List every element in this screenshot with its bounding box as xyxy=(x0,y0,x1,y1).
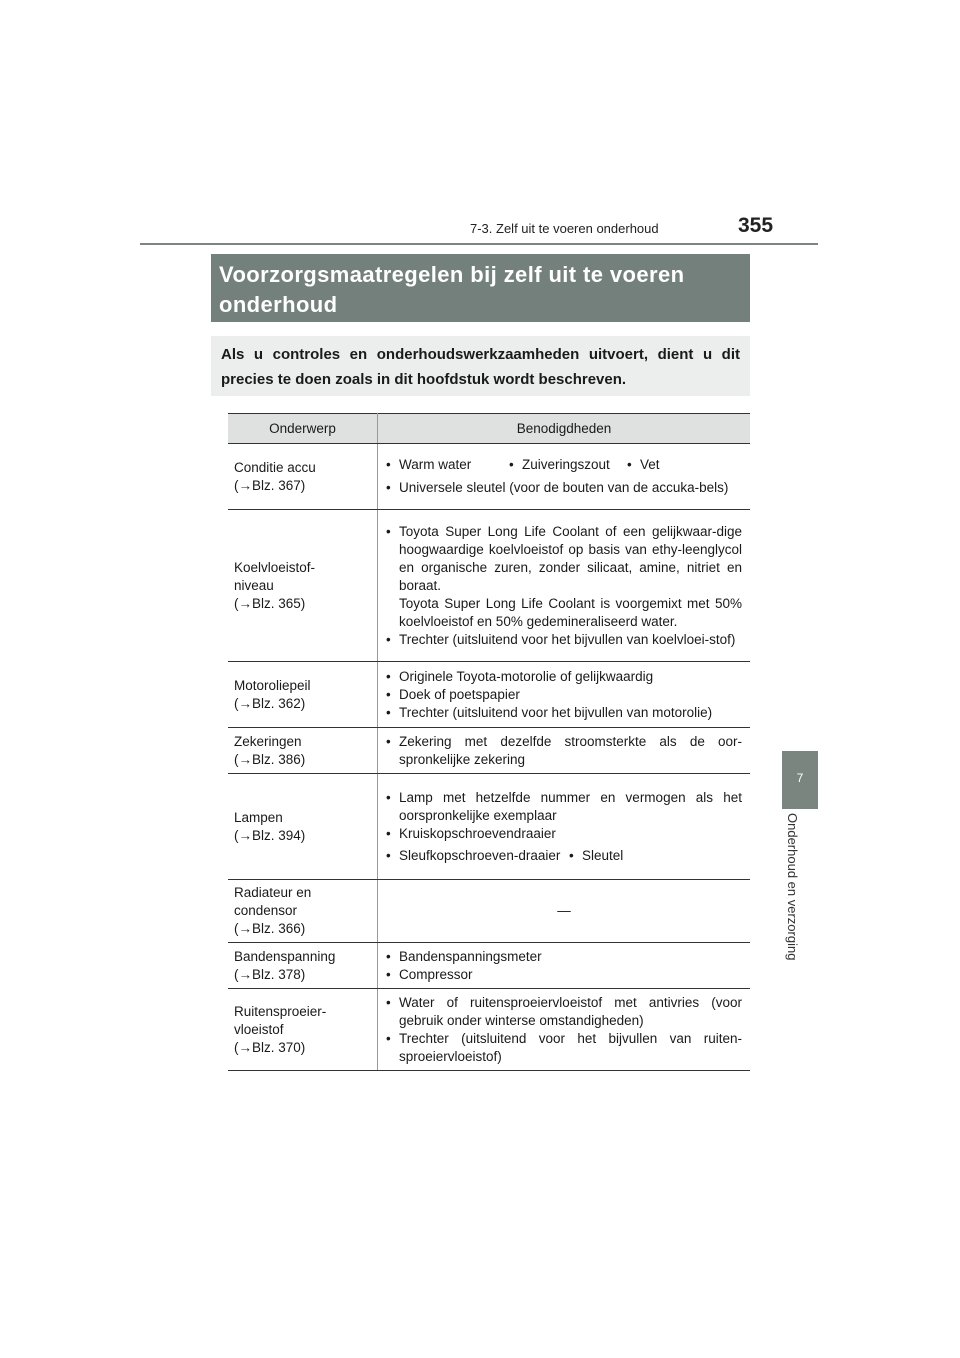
header-needs: Benodigdheden xyxy=(378,414,751,444)
subject-cell xyxy=(228,444,378,510)
table-row xyxy=(228,880,750,943)
subject-cell xyxy=(228,943,378,989)
needs-list xyxy=(386,948,742,984)
needs-cell xyxy=(378,728,751,774)
subject-cell xyxy=(228,774,378,880)
subject-line: Motoroliepeil xyxy=(234,677,311,693)
list-item: • Water of ruitensproeiervloeistof met antivries (voor gebruik onder winterse omstandigheden) xyxy=(386,994,742,1030)
table-row xyxy=(228,510,750,662)
page-title xyxy=(219,260,742,320)
list-item: • Trechter (uitsluitend voor het bijvullen van ruiten-sproeiervloeistof) xyxy=(386,1030,742,1066)
subject-line: Zekeringen xyxy=(234,733,302,749)
chapter-tab xyxy=(782,751,818,809)
needs-cell xyxy=(378,510,751,662)
list-item: • Warm water xyxy=(386,456,509,474)
page-ref: (→Blz. 394) xyxy=(234,827,306,843)
list-item: • Trechter (uitsluitend voor het bijvullen van motorolie) xyxy=(386,704,742,722)
list-item: • Sleufkopschroeven-draaier xyxy=(386,847,569,865)
table-row xyxy=(228,989,750,1071)
subject-line: Koelvloeistof- xyxy=(234,559,316,575)
intro-text: Als u controles en onderhoudswerkzaamheden uitvoert, dient u dit precies te doen zoals in dit hoofdstuk wordt beschreven. xyxy=(221,346,740,388)
table-row xyxy=(228,662,750,728)
subject-cell xyxy=(228,989,378,1071)
subject-line: Radiateur en xyxy=(234,885,312,900)
inline-items xyxy=(386,456,742,474)
subject-line: Conditie accu xyxy=(234,459,316,475)
list-item: • Zuiveringszout xyxy=(509,456,627,474)
needs-list xyxy=(386,523,742,649)
subject-line: vloeistof xyxy=(234,1021,284,1037)
subject-cell xyxy=(228,880,378,943)
table-row xyxy=(228,943,750,989)
list-item: • Vet xyxy=(627,456,660,474)
page-ref: (→Blz. 365) xyxy=(234,595,306,611)
header-subject: Onderwerp xyxy=(228,414,378,444)
table-row xyxy=(228,728,750,774)
list-item: • Lamp met hetzelfde nummer en vermogen als het oorspronkelijke exemplaar xyxy=(386,789,742,825)
needs-cell xyxy=(378,662,751,728)
table-row xyxy=(228,774,750,880)
section-header: 7-3. Zelf uit te voeren onderhoud xyxy=(470,221,659,236)
subject-cell xyxy=(228,662,378,728)
list-item-text: Toyota Super Long Life Coolant of een gelijkwaar-dige hoogwaardige koelvloeistof op basis van ethy-leenglycol en organische zuren, zonder silicaat, amine, nitriet en boraat. xyxy=(399,523,742,593)
page-ref: (→Blz. 378) xyxy=(234,966,306,982)
chapter-label: Onderhoud en verzorging xyxy=(785,813,800,961)
page-ref: (→Blz. 362) xyxy=(234,695,306,711)
chapter-number: 7 xyxy=(796,771,804,785)
needs-cell xyxy=(378,989,751,1071)
list-item: • Originele Toyota-motorolie of gelijkwaardig xyxy=(386,668,742,686)
page-title-box xyxy=(211,254,750,322)
list-item: • Universele sleutel (voor de bouten van de accuka-bels) xyxy=(386,479,742,497)
needs-cell xyxy=(378,774,751,880)
list-item xyxy=(386,523,742,631)
subject-line: Ruitensproeier- xyxy=(234,1003,327,1019)
subject-line: Lampen xyxy=(234,809,283,825)
page-title-line-2: onderhoud xyxy=(219,292,338,317)
page-ref: (→Blz. 370) xyxy=(234,1039,306,1055)
table-row xyxy=(228,444,750,510)
table-header-row xyxy=(228,414,750,444)
needs-list xyxy=(386,479,742,497)
header-divider xyxy=(140,243,818,245)
split-items xyxy=(386,847,742,865)
subject-line: niveau xyxy=(234,577,274,593)
subject-cell xyxy=(228,510,378,662)
list-item-note: Toyota Super Long Life Coolant is voorgemixt met 50% koelvloeistof en 50% gedemineraliseerd water. xyxy=(399,595,742,629)
needs-cell xyxy=(378,880,751,943)
list-item: • Doek of poetspapier xyxy=(386,686,742,704)
list-item: • Kruiskopschroevendraaier xyxy=(386,825,742,843)
needs-cell xyxy=(378,444,751,510)
needs-list xyxy=(386,994,742,1066)
needs-list xyxy=(386,668,742,722)
list-item: • Sleutel xyxy=(569,847,623,865)
subject-cell xyxy=(228,728,378,774)
not-applicable-dash: — xyxy=(557,903,571,918)
subject-line: Bandenspanning xyxy=(234,948,336,964)
subject-line: condensor xyxy=(234,903,298,918)
list-item: • Trechter (uitsluitend voor het bijvullen van koelvloei-stof) xyxy=(386,631,742,649)
page-number: 355 xyxy=(738,214,774,237)
intro-box xyxy=(211,336,750,396)
page-ref: (→Blz. 366) xyxy=(234,921,306,936)
list-item: • Bandenspanningsmeter xyxy=(386,948,742,966)
page-ref: (→Blz. 367) xyxy=(234,477,306,493)
needs-list xyxy=(386,733,742,769)
maintenance-table xyxy=(228,413,750,1071)
page-title-line-1: Voorzorgsmaatregelen bij zelf uit te voeren xyxy=(219,262,685,287)
needs-cell xyxy=(378,943,751,989)
needs-list xyxy=(386,789,742,843)
page-ref: (→Blz. 386) xyxy=(234,751,306,767)
list-item: • Compressor xyxy=(386,966,742,984)
list-item: • Zekering met dezelfde stroomsterkte als de oor-spronkelijke zekering xyxy=(386,733,742,769)
